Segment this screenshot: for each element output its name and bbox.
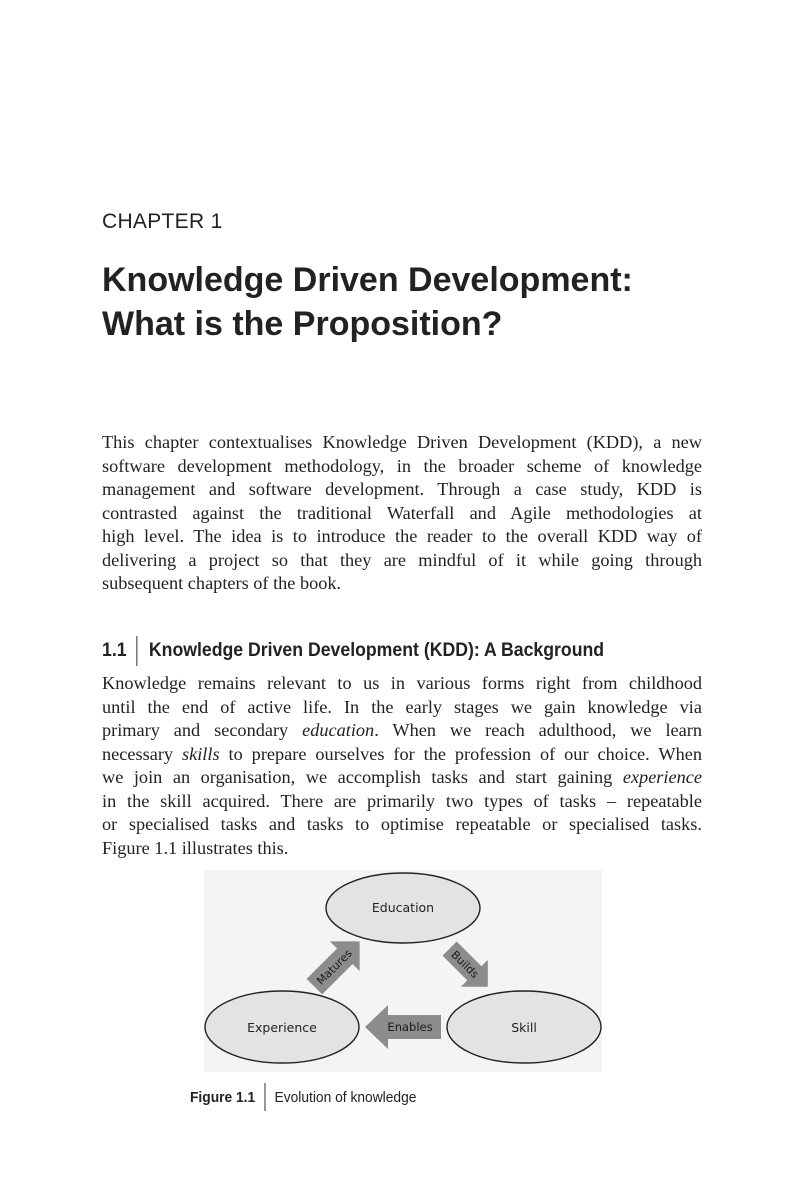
node-experience-label: Experience bbox=[247, 1020, 317, 1035]
chapter-title bbox=[102, 258, 742, 346]
body-line: Knowledge remains relevant to us in various forms right from childhood bbox=[102, 673, 702, 693]
body-emphasis: skills bbox=[182, 743, 220, 764]
intro-line: high level. The idea is to introduce the reader to the overall KDD way of bbox=[102, 526, 702, 546]
body-line: or specialised tasks and tasks to optimise repeatable or specialised tasks. bbox=[102, 814, 702, 834]
intro-line: software development methodology, in the broader scheme of knowledge bbox=[102, 455, 702, 476]
body-line bbox=[102, 719, 702, 743]
arrow-builds-label: Builds bbox=[448, 948, 482, 981]
figure-caption bbox=[190, 1083, 416, 1111]
intro-line: management and software development. Through a case study, KDD is bbox=[102, 479, 702, 499]
chapter-title-line: Knowledge Driven Development: bbox=[102, 261, 633, 299]
body-line: Figure 1.1 illustrates this. bbox=[102, 837, 289, 858]
intro-line: This chapter contextualises Knowledge Driven Development (KDD), a new bbox=[102, 432, 702, 452]
intro-line: subsequent chapters of the book. bbox=[102, 573, 342, 593]
arrow-matures-label: Matures bbox=[314, 946, 355, 988]
arrow-builds bbox=[436, 935, 501, 1000]
section-divider bbox=[137, 636, 138, 666]
body-emphasis: education bbox=[302, 720, 375, 740]
body-emphasis: experience bbox=[622, 767, 702, 787]
chapter-title-line: What is the Proposition? bbox=[102, 305, 503, 343]
body-line bbox=[102, 743, 702, 767]
node-education-label: Education bbox=[371, 900, 435, 915]
knowledge-cycle-diagram bbox=[204, 870, 602, 1072]
node-skill-label: Skill bbox=[511, 1020, 537, 1035]
intro-line: contrasted against the traditional Waterfall and Agile methodologies at bbox=[102, 502, 702, 523]
figure-caption-label: Figure 1.1 bbox=[190, 1088, 256, 1106]
figure-caption-text: Evolution of knowledge bbox=[274, 1088, 417, 1106]
body-text: primary and secondary bbox=[102, 720, 303, 740]
chapter-label: CHAPTER 1 bbox=[102, 210, 223, 233]
body-text: . When we reach adulthood, we learn bbox=[374, 720, 702, 740]
intro-paragraph bbox=[102, 431, 702, 596]
body-text: we join an organisation, we accomplish tasks and start gaining bbox=[102, 767, 623, 787]
section-heading bbox=[102, 636, 604, 666]
figure-caption-divider bbox=[264, 1083, 265, 1111]
body-text: necessary bbox=[102, 743, 182, 764]
body-line: until the end of active life. In the early stages we gain knowledge via bbox=[102, 696, 702, 717]
arrow-enables bbox=[365, 1005, 441, 1049]
arrow-enables-label: Enables bbox=[387, 1020, 433, 1034]
body-text: to prepare ourselves for the profession of our choice. When bbox=[219, 743, 702, 764]
body-paragraph bbox=[102, 672, 702, 860]
intro-line: delivering a project so that they are mindful of it while going through bbox=[102, 549, 702, 570]
body-line: in the skill acquired. There are primarily two types of tasks – repeatable bbox=[102, 790, 702, 811]
knowledge-cycle-figure bbox=[204, 870, 602, 1072]
section-number: 1.1 bbox=[102, 640, 127, 661]
section-title: Knowledge Driven Development (KDD): A Background bbox=[148, 640, 605, 661]
body-line bbox=[102, 766, 702, 790]
